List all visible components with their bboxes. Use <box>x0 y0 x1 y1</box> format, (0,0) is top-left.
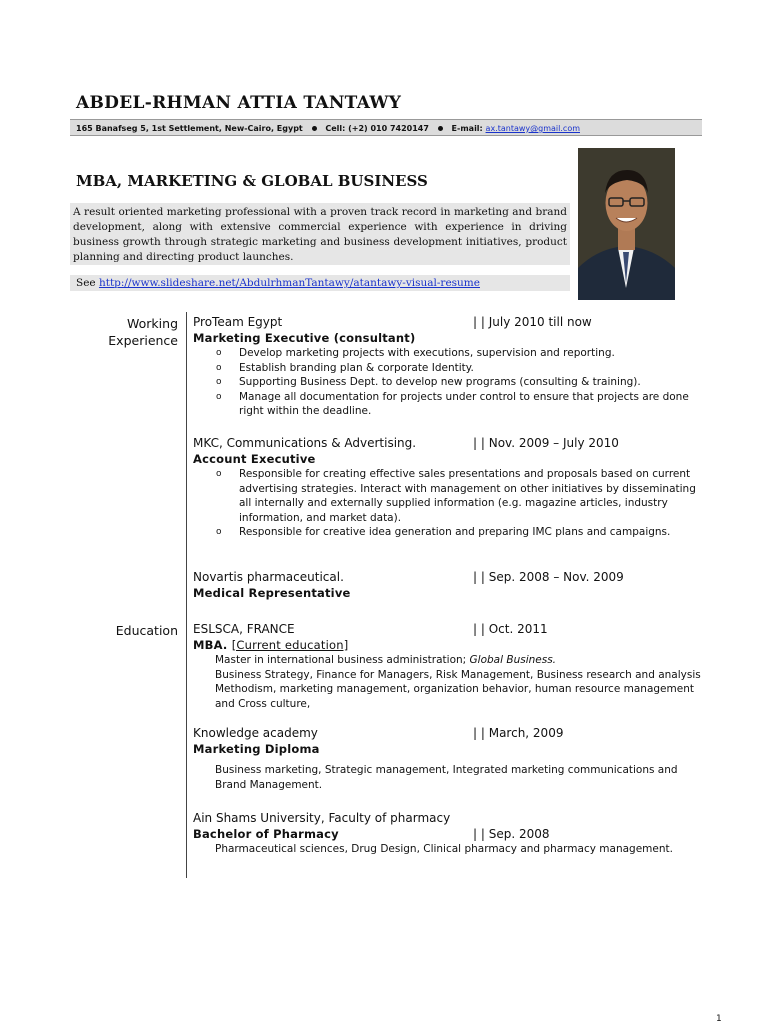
job-title: Marketing Executive (consultant) <box>193 331 416 345</box>
course-list: Business Strategy, Finance for Managers, Risk Management, Business research and analysis Methodism, marketing management, organization behavior, human resource management and Cross culture, <box>215 668 701 710</box>
degree-note: [Current education] <box>231 638 349 652</box>
experience-entry <box>193 314 703 419</box>
institution: Knowledge academy <box>193 726 318 740</box>
institution: Ain Shams University, Faculty of pharmacy <box>193 811 451 825</box>
contact-bar <box>70 119 702 136</box>
course-list: Business marketing, Strategic management, Integrated marketing communications and Brand Management. <box>215 764 678 791</box>
list-item: o Responsible for creative idea generation and preparing IMC plans and campaigns. <box>193 525 703 540</box>
date-range: | | Nov. 2009 – July 2010 <box>473 436 619 450</box>
page-number: 1 <box>716 1014 722 1024</box>
experience-entry <box>193 569 703 601</box>
organization: MKC, Communications & Advertising. <box>193 436 417 450</box>
degree: Marketing Diploma <box>193 742 320 756</box>
see-prefix: See <box>76 277 96 289</box>
see-link-box <box>70 275 570 291</box>
degree-description: Master in international business administration; Global Business. <box>215 654 557 666</box>
experience-entry <box>193 435 703 540</box>
portrait-image <box>578 148 675 300</box>
address: 165 Banafseg 5, 1st Settlement, New-Cairo, Egypt <box>76 124 303 133</box>
organization: Novartis pharmaceutical. <box>193 570 344 584</box>
bullet-dot-icon <box>438 126 443 131</box>
education-entry <box>193 725 703 792</box>
summary-box: A result oriented marketing professional with a proven track record in marketing and brand development, along with extensive commercial experience with experience in driving business growth through strategic marketing and business development initiatives, product planning and directing product launches. <box>70 203 570 265</box>
date-range: | | Sep. 2008 – Nov. 2009 <box>473 570 624 584</box>
date-range: | | Oct. 2011 <box>473 622 548 636</box>
candidate-name: ABDEL-RHMAN ATTIA TANTAWY <box>76 93 402 113</box>
organization: ProTeam Egypt <box>193 315 283 329</box>
date-range: | | Sep. 2008 <box>473 827 550 841</box>
list-item: o Responsible for creating effective sales presentations and proposals based on current advertising strategies. Interact with management on other initiatives by disseminating all internally and externally supplied information (e.g. magazine articles, industry information, and market data). <box>193 467 703 525</box>
email-link[interactable]: ax.tantawy@gmail.com <box>485 124 580 133</box>
education-entry <box>193 810 703 857</box>
course-list: Pharmaceutical sciences, Drug Design, Clinical pharmacy and pharmacy management. <box>215 843 673 855</box>
bullet-dot-icon <box>312 126 317 131</box>
profile-photo <box>578 148 675 300</box>
list-item: o Supporting Business Dept. to develop new programs (consulting & training). <box>193 375 703 390</box>
job-title: Account Executive <box>193 452 316 466</box>
timeline-divider <box>186 312 187 878</box>
date-range: | | July 2010 till now <box>473 315 592 329</box>
slideshare-link[interactable]: http://www.slideshare.net/AbdulrhmanTantawy/atantawy-visual-resume <box>98 277 480 289</box>
education-entry <box>193 621 703 711</box>
degree: Bachelor of Pharmacy <box>193 827 339 841</box>
working-experience-label: Working Experience <box>108 316 178 348</box>
job-title: Medical Representative <box>193 586 351 600</box>
list-item: o Establish branding plan & corporate Identity. <box>193 361 703 376</box>
list-item: o Develop marketing projects with executions, supervision and reporting. <box>193 346 703 361</box>
education-label: Education <box>115 623 178 638</box>
cell-phone: Cell: (+2) 010 7420147 <box>325 124 429 133</box>
email-label: E-mail: <box>451 124 483 133</box>
date-range: | | March, 2009 <box>473 726 564 740</box>
headline: MBA, MARKETING & GLOBAL BUSINESS <box>76 172 428 190</box>
degree: MBA. [Current education] <box>193 638 349 652</box>
list-item: o Manage all documentation for projects under control to ensure that projects are done right within the deadline. <box>193 390 703 419</box>
institution: ESLSCA, FRANCE <box>193 622 295 636</box>
